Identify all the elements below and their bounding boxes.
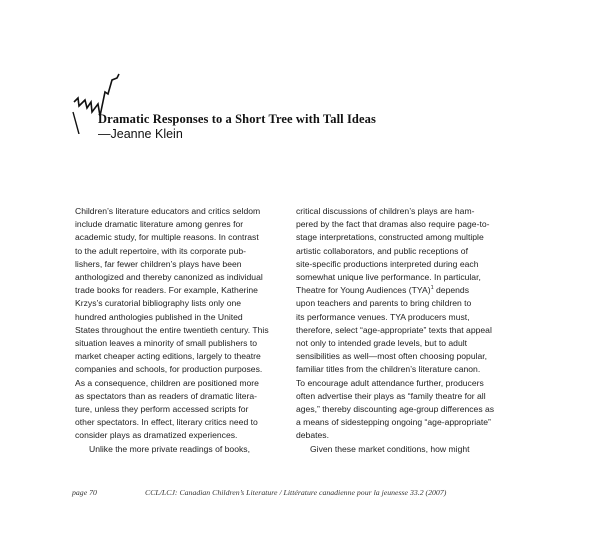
text-line: familiar titles from the children’s literature canon. — [296, 364, 481, 375]
text-line: pered by the fact that dramas also require page-to- — [296, 219, 490, 230]
text-line: To encourage adult attendance further, producers — [296, 377, 484, 388]
article-title: Dramatic Responses to a Short Tree with Tall Ideas — [98, 112, 376, 126]
left-column — [75, 205, 275, 456]
text-line: States throughout the entire twentieth century. This — [75, 324, 269, 335]
text-line: somewhat unique live performance. In particular, — [296, 272, 481, 283]
right-column — [296, 205, 502, 456]
article-author: —Jeanne Klein — [98, 127, 183, 141]
text-line: often advertise their plays as “family theatre for all — [296, 390, 486, 401]
text-line: hundred anthologies published in the United — [75, 311, 243, 322]
text-line: its performance venues. TYA producers must, — [296, 311, 470, 322]
text-line: Given these market conditions, how might — [310, 443, 470, 454]
text-line: companies and schools, for production purposes. — [75, 364, 263, 375]
text-line: lishers, far fewer children’s plays have been — [75, 258, 242, 269]
page-number: page 70 — [72, 488, 97, 497]
text-line: therefore, select “age-appropriate” texts that appeal — [296, 324, 492, 335]
text-line: academic study, for multiple reasons. In contrast — [75, 232, 259, 243]
journal-citation: CCL/LCJ: Canadian Children’s Literature / Littérature canadienne pour la jeunesse 33.2 (2007) — [145, 488, 447, 497]
text-line: upon teachers and parents to bring children to — [296, 298, 472, 309]
text-line: stage interpretations, constructed among multiple — [296, 232, 484, 243]
text-line: artistic collaborators, and public receptions of — [296, 245, 468, 256]
text-line: debates. — [296, 430, 329, 441]
text-line: anthologized and thereby canonized as individual — [75, 272, 263, 283]
text-line: not only to intended grade levels, but to adult — [296, 338, 468, 349]
text-line: ture, unless they perform accessed scripts for — [75, 404, 249, 415]
text-line: market cheaper acting editions, largely to theatre — [75, 351, 261, 362]
text-line: a means of sidestepping ongoing “age-appropriate” — [296, 417, 491, 428]
text-line: trade books for readers. For example, Katherine — [75, 285, 258, 296]
text-line: ages,” thereby discounting age-group differences as — [296, 404, 495, 415]
text-line: situation leaves a minority of small publishers to — [75, 338, 257, 349]
text-line: to the adult repertoire, with its corporate pub- — [75, 245, 247, 256]
tya-text: Theatre for Young Audiences (TYA) — [296, 285, 431, 296]
text-line: as spectators than as readers of dramatic litera- — [75, 390, 257, 401]
text-line: Children’s literature educators and critics seldom — [75, 206, 261, 216]
text-line: Krzys’s curatorial bibliography lists only one — [75, 298, 242, 309]
footnote-ref: 1 — [430, 285, 434, 292]
text-line: sensibilities as well—most often choosing popular, — [296, 351, 488, 362]
text-line: consider plays as dramatized experiences. — [75, 430, 238, 441]
text-line: Unlike the more private readings of books, — [89, 443, 250, 454]
text-line: include dramatic literature among genres for — [75, 219, 244, 230]
tya-text-after: depends — [433, 285, 469, 296]
text-line: other spectators. In effect, literary critics need to — [75, 417, 258, 428]
text-line: As a consequence, children are positioned more — [75, 377, 259, 388]
text-line: critical discussions of children’s plays are ham- — [296, 206, 475, 216]
text-line — [296, 284, 502, 297]
text-line: site-specific productions interpreted during each — [296, 258, 479, 269]
